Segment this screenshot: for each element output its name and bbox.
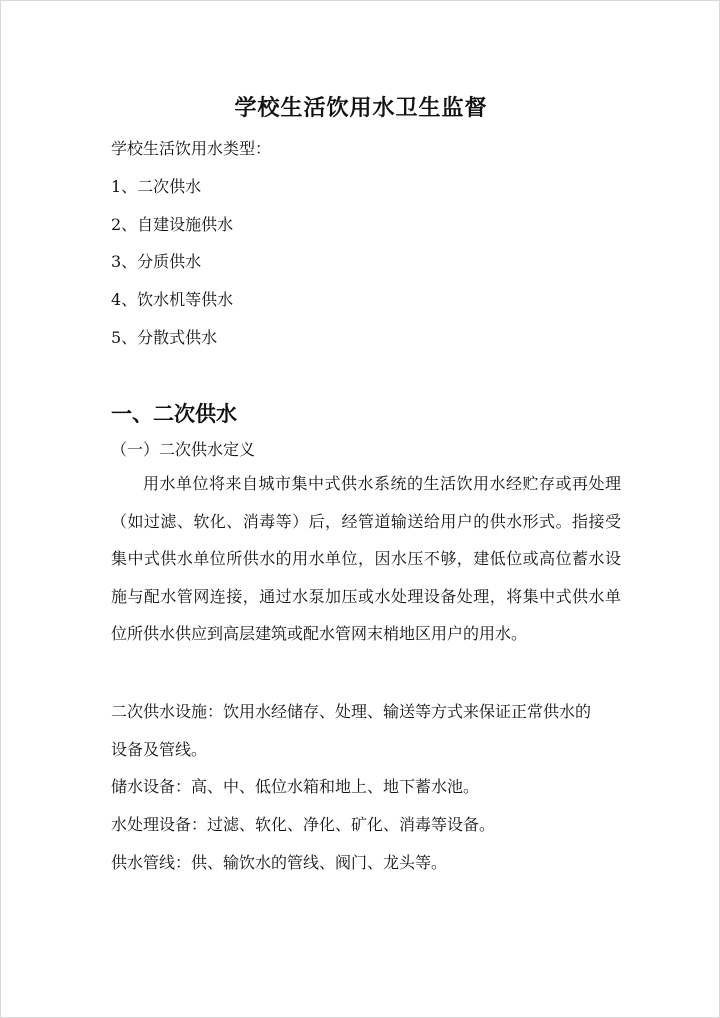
supply-pipes-line: 供水管线：供、输饮水的管线、阀门、龙头等。 (111, 853, 448, 872)
section-heading: 一、二次供水 (111, 401, 237, 426)
types-intro: 学校生活饮用水类型： (111, 139, 272, 158)
document-title: 学校生活饮用水卫生监督 (234, 95, 488, 121)
type-item-4: 4、饮水机等供水 (111, 290, 234, 309)
type-item-2: 2、自建设施供水 (111, 215, 234, 234)
treatment-equipment-line: 水处理设备：过滤、软化、净化、矿化、消毒等设备。 (111, 815, 496, 834)
facility-line-2: 设备及管线。 (111, 740, 208, 759)
type-item-1: 1、二次供水 (111, 177, 202, 196)
type-item-5: 5、分散式供水 (111, 328, 218, 347)
facility-line-1: 二次供水设施：饮用水经储存、处理、输送等方式来保证正常供水的 (111, 702, 592, 721)
type-item-3: 3、分质供水 (111, 252, 202, 271)
definition-paragraph: 用水单位将来自城市集中式供水系统的生活饮用水经贮存或再处理（如过滤、软化、消毒等）后，经管道输送给用户的供水形式。指接受集中式供水单位所供水的用水单位，因水压不够，建低位或高位蓄水设施与配水管网连接，通过水泵加压或水处理设备处理，将集中式供水单位所供水供应到高层建筑或配水管网末梢地区用户的用水。 (111, 474, 621, 643)
section-subheading: （一）二次供水定义 (111, 440, 256, 459)
storage-equipment-line: 储水设备：高、中、低位水箱和地上、地下蓄水池。 (111, 777, 480, 796)
